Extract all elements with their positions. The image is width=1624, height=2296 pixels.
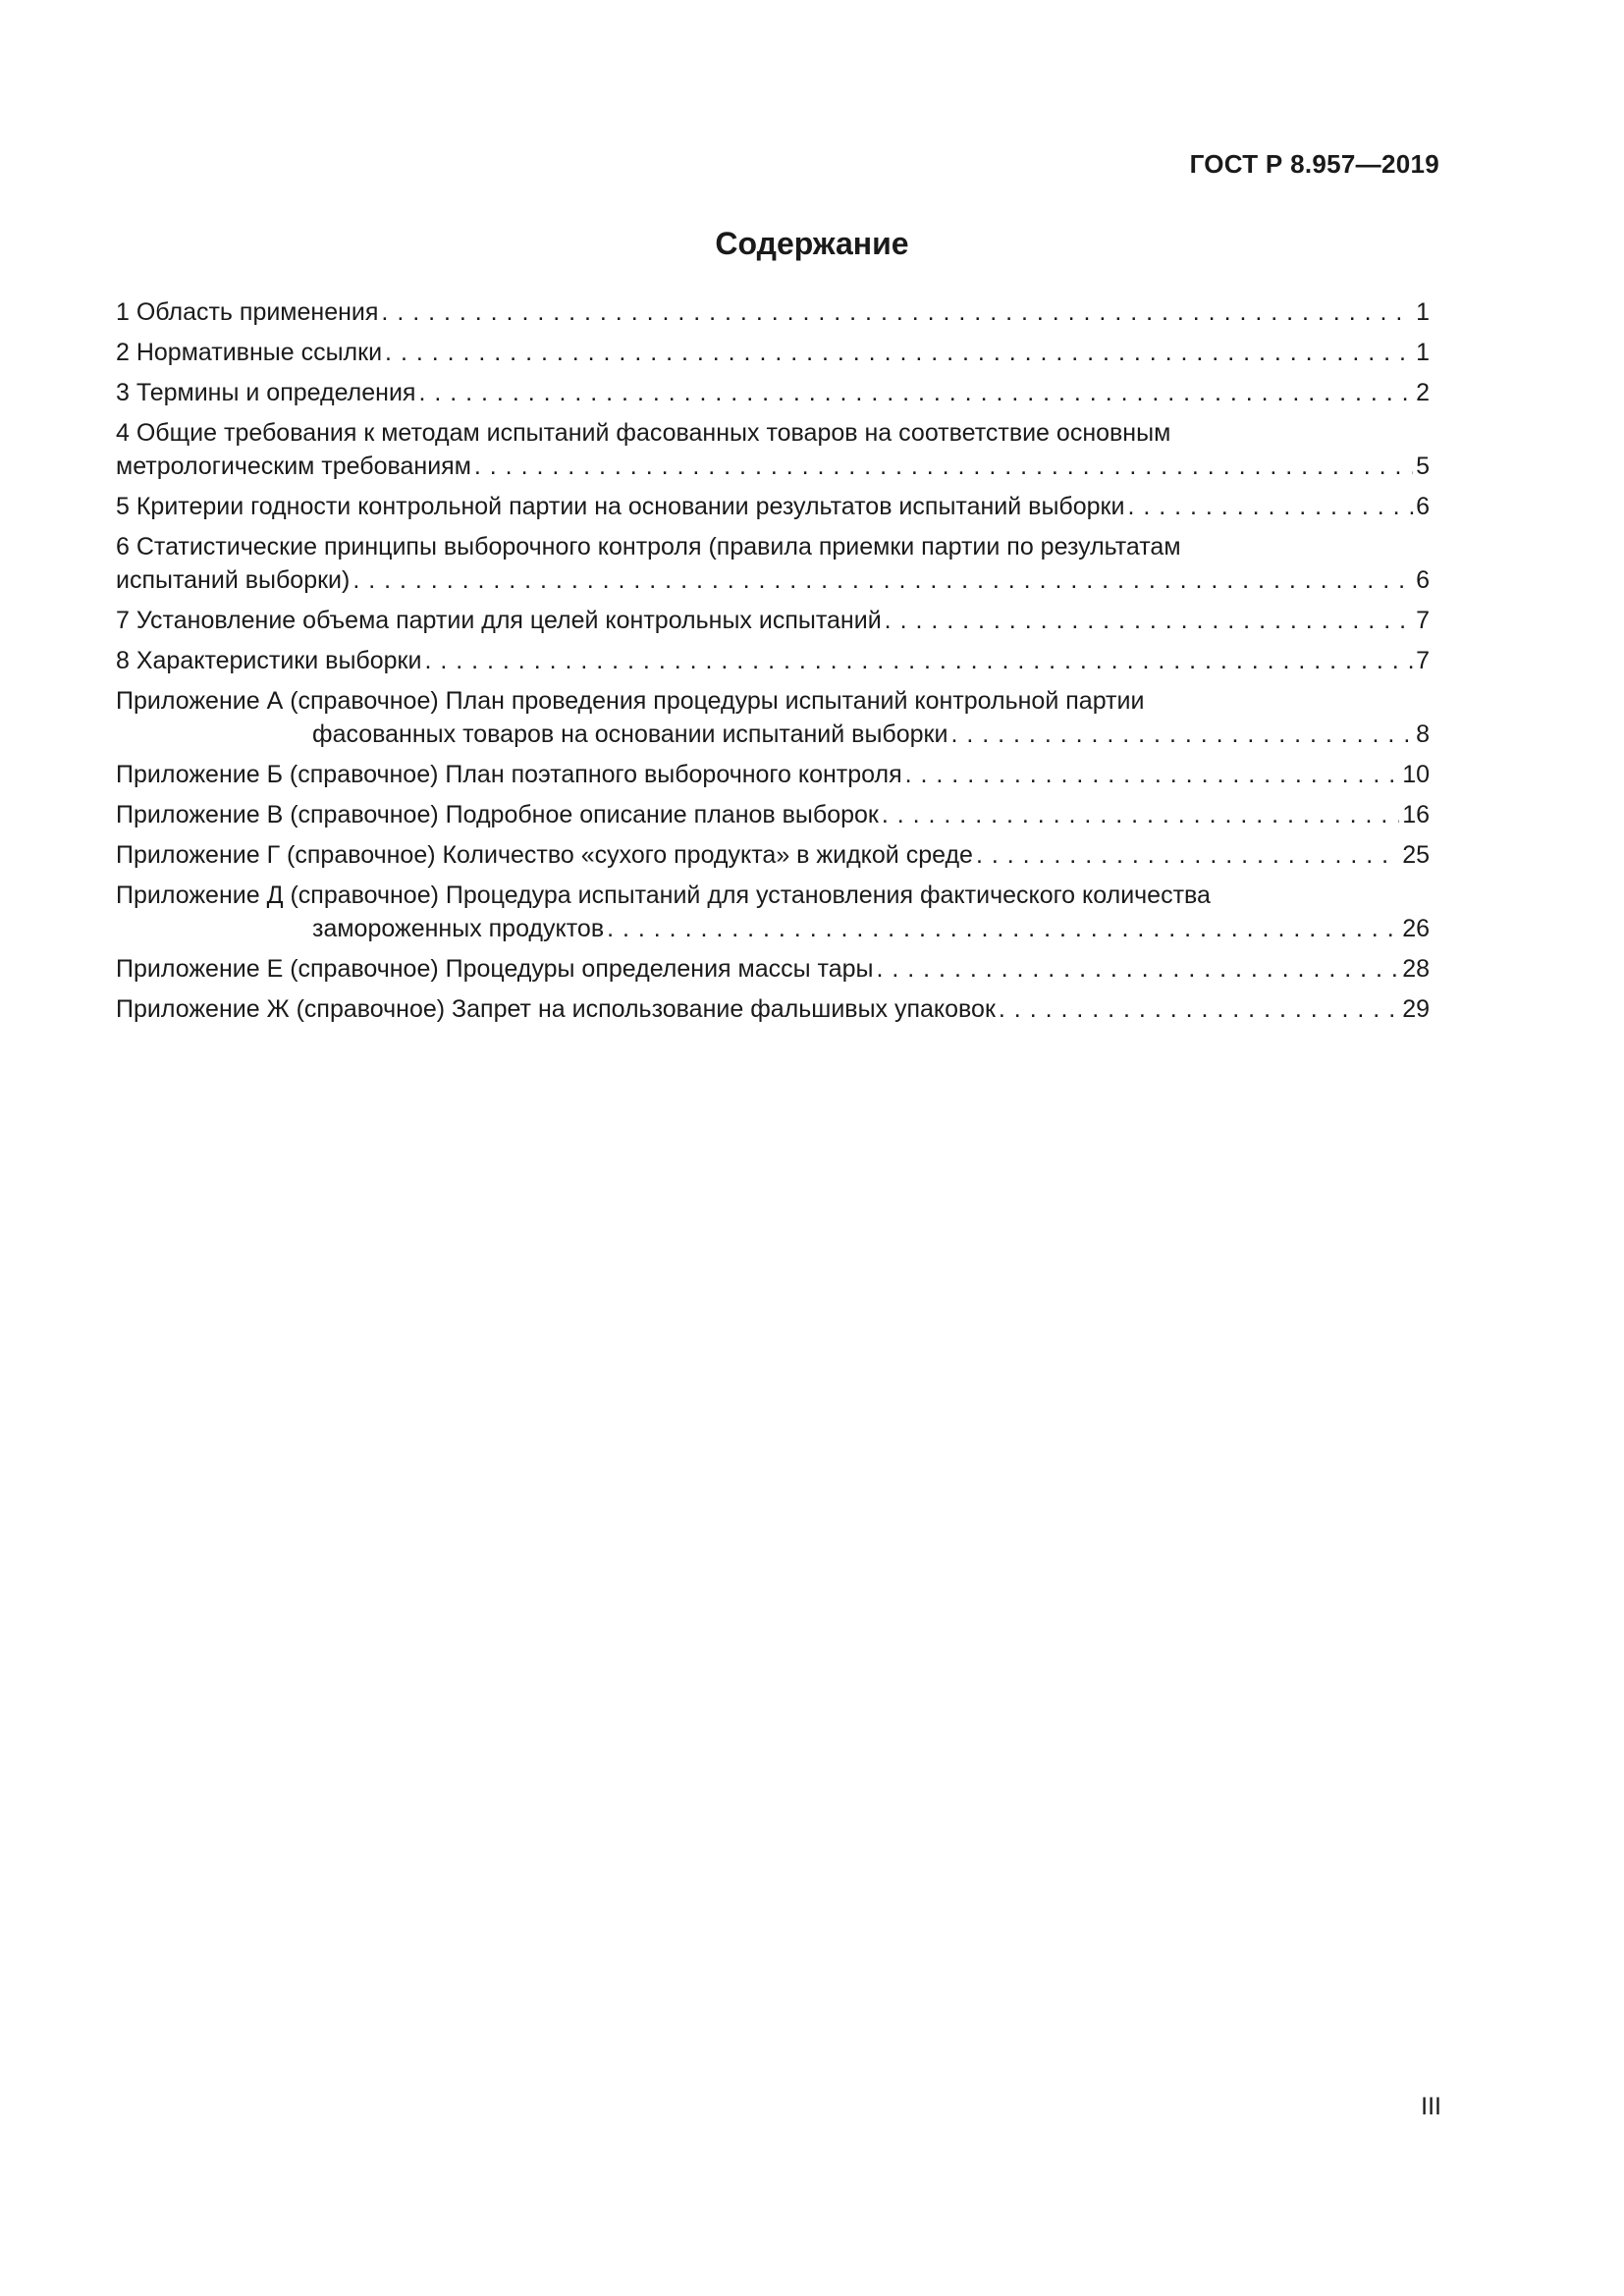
dot-leader [352,563,1413,597]
dot-leader [424,644,1413,677]
toc-entry-line [116,644,1430,677]
toc-entry-line [116,758,1430,791]
toc-entry[interactable] [116,295,1430,329]
toc-title: Содержание [715,226,909,261]
toc-entry[interactable] [116,644,1430,677]
dot-leader [999,992,1399,1026]
toc-entry-line [116,563,1430,597]
toc-entry-page: 6 [1416,493,1430,520]
toc-entry-line [116,912,1430,945]
toc-entry[interactable] [116,416,1430,483]
toc-entry-title: 2 Нормативные ссылки [116,339,383,366]
toc-entry-line [116,450,1430,483]
toc-entry-page: 25 [1402,841,1430,869]
toc-entry-title: 8 Характеристики выборки [116,647,422,674]
toc-entry[interactable] [116,952,1430,986]
toc-entry-title: 7 Установление объема партии для целей контрольных испытаний [116,607,882,634]
dot-leader [882,798,1399,831]
toc-entry-title-line: 6 Статистические принципы выборочного контроля (правила приемки партии по результатам [116,533,1181,561]
toc-entry-page: 1 [1416,298,1430,326]
toc-entry[interactable] [116,838,1430,872]
dot-leader [905,758,1400,791]
toc-entry-line [116,336,1430,369]
toc-entry-title-line: Приложение Д (справочное) Процедура испытаний для установления фактического количества [116,881,1211,909]
toc-entry-title: Приложение Б (справочное) План поэтапного выборочного контроля [116,761,902,788]
toc-entry-title: испытаний выборки) [116,566,351,594]
toc-entry[interactable] [116,879,1430,945]
toc-entry-title-line: Приложение А (справочное) План проведения процедуры испытаний контрольной партии [116,687,1145,715]
toc-entry-title: Приложение Г (справочное) Количество «сухого продукта» в жидкой среде [116,841,973,869]
toc-entry-title: Приложение В (справочное) Подробное описание планов выборок [116,801,879,828]
toc-entry[interactable] [116,490,1430,523]
toc-entry-page: 10 [1402,761,1430,788]
toc-entry-page: 6 [1416,566,1430,594]
toc-entry-title: замороженных продуктов [312,915,605,942]
toc-entry-page: 7 [1416,607,1430,634]
toc-entry-title: Приложение Е (справочное) Процедуры определения массы тары [116,955,874,983]
toc-entry-title: 5 Критерии годности контрольной партии на основании результатов испытаний выборки [116,493,1125,520]
toc-entry-page: 8 [1416,721,1430,748]
toc-entry-page: 2 [1416,379,1430,406]
toc-entry-title-line: 4 Общие требования к методам испытаний фасованных товаров на соответствие основным [116,419,1171,447]
dot-leader [418,376,1413,409]
document-code: ГОСТ Р 8.957—2019 [1189,149,1439,179]
dot-leader [385,336,1413,369]
toc-entry-line [116,376,1430,409]
toc-entry-line [116,604,1430,637]
toc-entry-page: 26 [1402,915,1430,942]
toc-entry-page: 16 [1402,801,1430,828]
toc-entry-title: 1 Область применения [116,298,379,326]
toc-entry-line [116,992,1430,1026]
page-number: III [1421,2093,1441,2120]
dot-leader [474,450,1413,483]
toc-entry-line [116,295,1430,329]
toc-entry-page: 1 [1416,339,1430,366]
toc-entry-line [116,490,1430,523]
toc-entry-page: 7 [1416,647,1430,674]
toc-entry[interactable] [116,684,1430,751]
dot-leader [885,604,1413,637]
toc-entry[interactable] [116,992,1430,1026]
toc-entry-page: 29 [1402,995,1430,1023]
toc-entry[interactable] [116,530,1430,597]
toc-entry[interactable] [116,376,1430,409]
toc-entry-page: 5 [1416,453,1430,480]
toc-entry-title: фасованных товаров на основании испытаний выборки [312,721,948,748]
dot-leader [950,718,1413,751]
toc-entry-line [116,838,1430,872]
toc-entry[interactable] [116,336,1430,369]
toc-entry-title: 3 Термины и определения [116,379,416,406]
toc-entry[interactable] [116,798,1430,831]
toc-entry-page: 28 [1402,955,1430,983]
table-of-contents [116,295,1430,1033]
dot-leader [381,295,1413,329]
dot-leader [976,838,1399,872]
dot-leader [607,912,1399,945]
dot-leader [876,952,1399,986]
toc-entry-line [116,718,1430,751]
toc-entry[interactable] [116,604,1430,637]
dot-leader [1127,490,1413,523]
toc-entry-title: метрологическим требованиям [116,453,471,480]
toc-entry-line [116,952,1430,986]
toc-entry-line [116,798,1430,831]
toc-entry-title: Приложение Ж (справочное) Запрет на использование фальшивых упаковок [116,995,996,1023]
toc-entry[interactable] [116,758,1430,791]
